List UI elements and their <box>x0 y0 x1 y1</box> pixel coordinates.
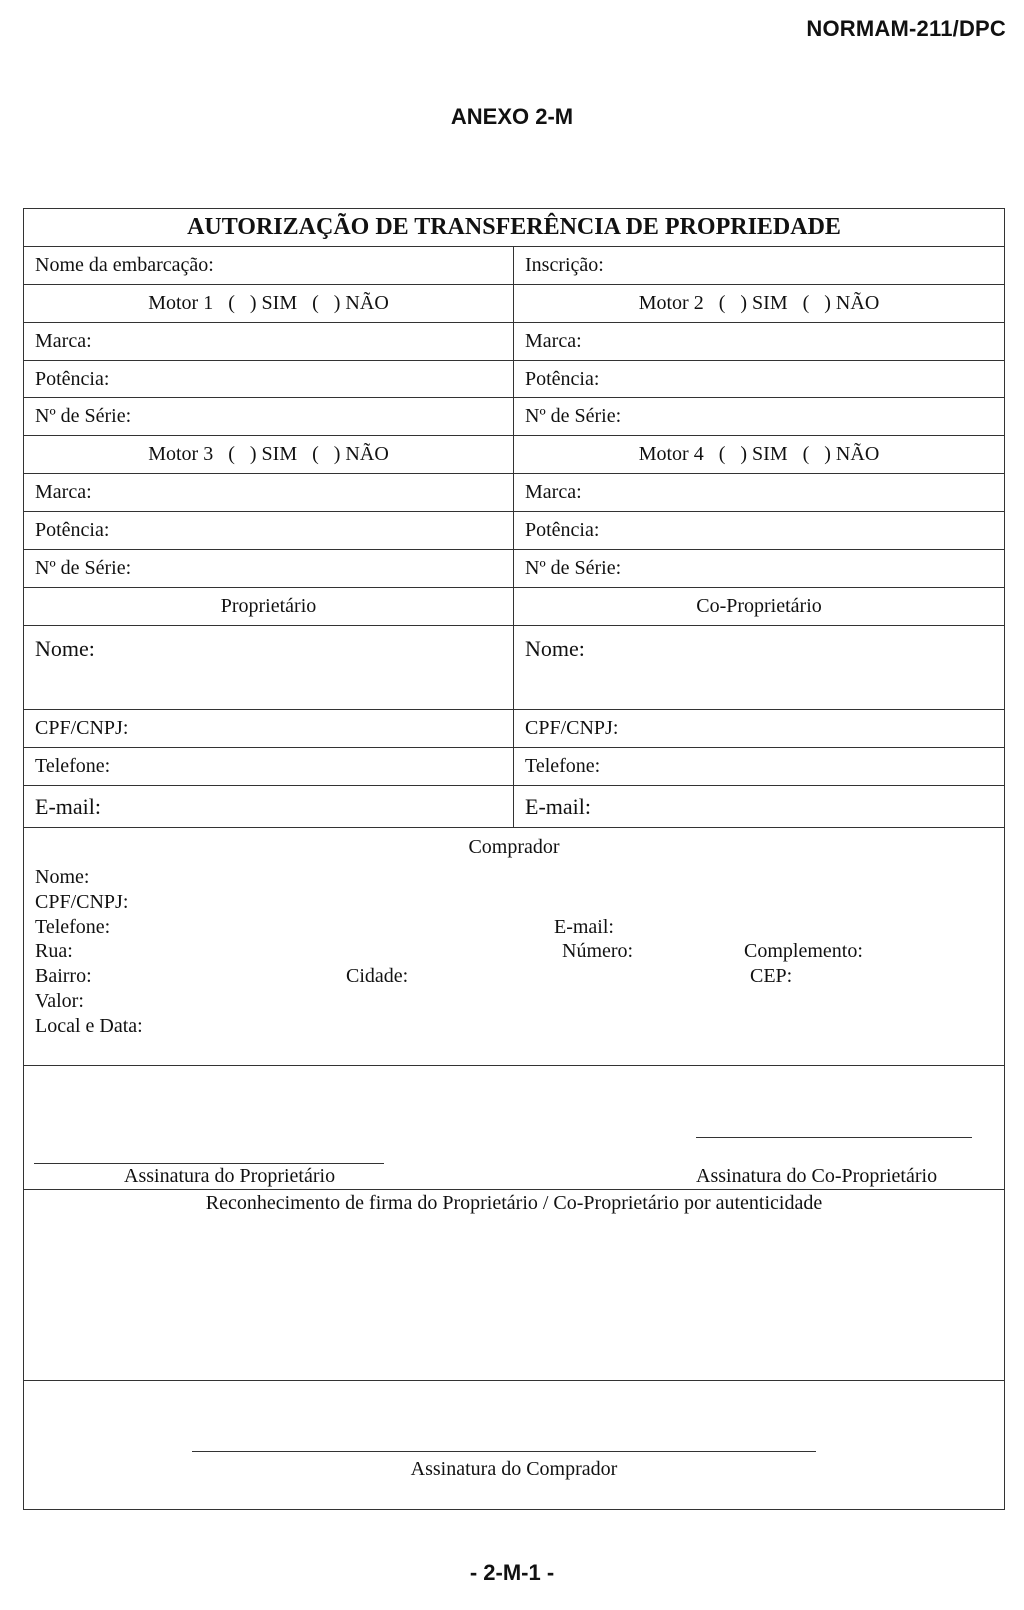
owner-email-field[interactable]: E-mail: <box>24 786 514 827</box>
co-owner-doc-field[interactable]: CPF/CNPJ: <box>525 717 619 739</box>
co-owner-signature-label: Assinatura do Co-Proprietário <box>696 1165 938 1187</box>
owners-heading-row <box>24 588 1004 626</box>
form-title-row <box>24 209 1004 247</box>
buyer-street-field[interactable]: Rua: <box>35 940 73 962</box>
transfer-authorization-form <box>23 208 1005 1510</box>
motor-3-serial-field[interactable]: Nº de Série: <box>24 550 514 587</box>
owner-signature-line[interactable] <box>34 1163 384 1164</box>
co-owner-heading: Co-Proprietário <box>696 595 822 617</box>
motor-1-2-power-row <box>24 361 1004 398</box>
buyer-name-field[interactable]: Nome: <box>35 866 90 888</box>
owner-name-field[interactable]: Nome: <box>24 626 514 709</box>
buyer-complement-field[interactable]: Complemento: <box>744 940 863 962</box>
owners-signature-section <box>24 1066 1004 1190</box>
motor-2-title[interactable]: Motor 2 ( ) SIM ( ) NÃO <box>638 292 880 314</box>
owner-phone-field[interactable]: Telefone: <box>24 748 514 785</box>
motor-1-power-field[interactable]: Potência: <box>24 361 514 397</box>
buyer-heading: Comprador <box>468 836 560 858</box>
motor-1-2-header-row <box>24 285 1004 323</box>
buyer-place-date-field[interactable]: Local e Data: <box>35 1015 143 1037</box>
annex-title: ANEXO 2-M <box>450 104 574 129</box>
motor-4-serial-field[interactable]: Nº de Série: <box>525 557 622 579</box>
co-owner-phone-field[interactable]: Telefone: <box>525 755 601 777</box>
document-code: NORMAM-211/DPC <box>806 16 1006 41</box>
motor-1-serial-field[interactable]: Nº de Série: <box>24 398 514 435</box>
notary-section <box>24 1190 1004 1381</box>
form-title: AUTORIZAÇÃO DE TRANSFERÊNCIA DE PROPRIEDADE <box>187 214 841 240</box>
motor-2-power-field[interactable]: Potência: <box>525 367 600 390</box>
buyer-city-field[interactable]: Cidade: <box>346 965 409 987</box>
motor-2-serial-field[interactable]: Nº de Série: <box>525 405 622 427</box>
buyer-zip-field[interactable]: CEP: <box>750 965 793 987</box>
buyer-email-field[interactable]: E-mail: <box>554 916 614 938</box>
motor-1-title[interactable]: Motor 1 ( ) SIM ( ) NÃO <box>24 285 514 322</box>
owner-doc-field[interactable]: CPF/CNPJ: <box>24 710 514 747</box>
page-number: - 2-M-1 - <box>469 1560 555 1585</box>
vessel-row <box>24 247 1004 285</box>
motor-3-brand-field[interactable]: Marca: <box>24 474 514 511</box>
buyer-phone-field[interactable]: Telefone: <box>35 916 111 938</box>
buyer-signature-line[interactable] <box>192 1451 816 1452</box>
owners-email-row <box>24 786 1004 828</box>
owner-heading: Proprietário <box>24 588 514 625</box>
motor-3-4-power-row <box>24 512 1004 550</box>
motor-3-power-field[interactable]: Potência: <box>24 512 514 549</box>
motor-4-title[interactable]: Motor 4 ( ) SIM ( ) NÃO <box>638 443 880 465</box>
buyer-section <box>24 828 1004 1066</box>
registration-field[interactable]: Inscrição: <box>525 254 604 276</box>
buyer-district-field[interactable]: Bairro: <box>35 965 92 987</box>
co-owner-name-field[interactable]: Nome: <box>525 636 585 661</box>
owners-doc-row <box>24 710 1004 748</box>
owners-name-row <box>24 626 1004 710</box>
owner-signature-label: Assinatura do Proprietário <box>124 1165 336 1187</box>
motor-3-title[interactable]: Motor 3 ( ) SIM ( ) NÃO <box>24 436 514 473</box>
buyer-doc-field[interactable]: CPF/CNPJ: <box>35 891 129 913</box>
co-owner-signature-line[interactable] <box>696 1137 972 1138</box>
motor-4-brand-field[interactable]: Marca: <box>525 481 582 503</box>
motor-3-4-serial-row <box>24 550 1004 588</box>
motor-3-4-brand-row <box>24 474 1004 512</box>
notary-note: Reconhecimento de firma do Proprietário / Co-Proprietário por autenticidade <box>205 1192 823 1214</box>
buyer-signature-label: Assinatura do Comprador <box>410 1458 618 1480</box>
motor-3-4-header-row <box>24 436 1004 474</box>
co-owner-email-field[interactable]: E-mail: <box>525 793 591 819</box>
owners-phone-row <box>24 748 1004 786</box>
motor-2-brand-field[interactable]: Marca: <box>525 330 582 352</box>
motor-1-2-serial-row <box>24 398 1004 436</box>
motor-1-2-brand-row <box>24 323 1004 361</box>
motor-1-brand-field[interactable]: Marca: <box>24 323 514 360</box>
buyer-signature-section <box>24 1381 1004 1509</box>
motor-4-power-field[interactable]: Potência: <box>525 519 600 541</box>
vessel-name-field[interactable]: Nome da embarcação: <box>24 247 514 284</box>
buyer-value-field[interactable]: Valor: <box>35 990 84 1012</box>
buyer-number-field[interactable]: Número: <box>562 940 634 962</box>
